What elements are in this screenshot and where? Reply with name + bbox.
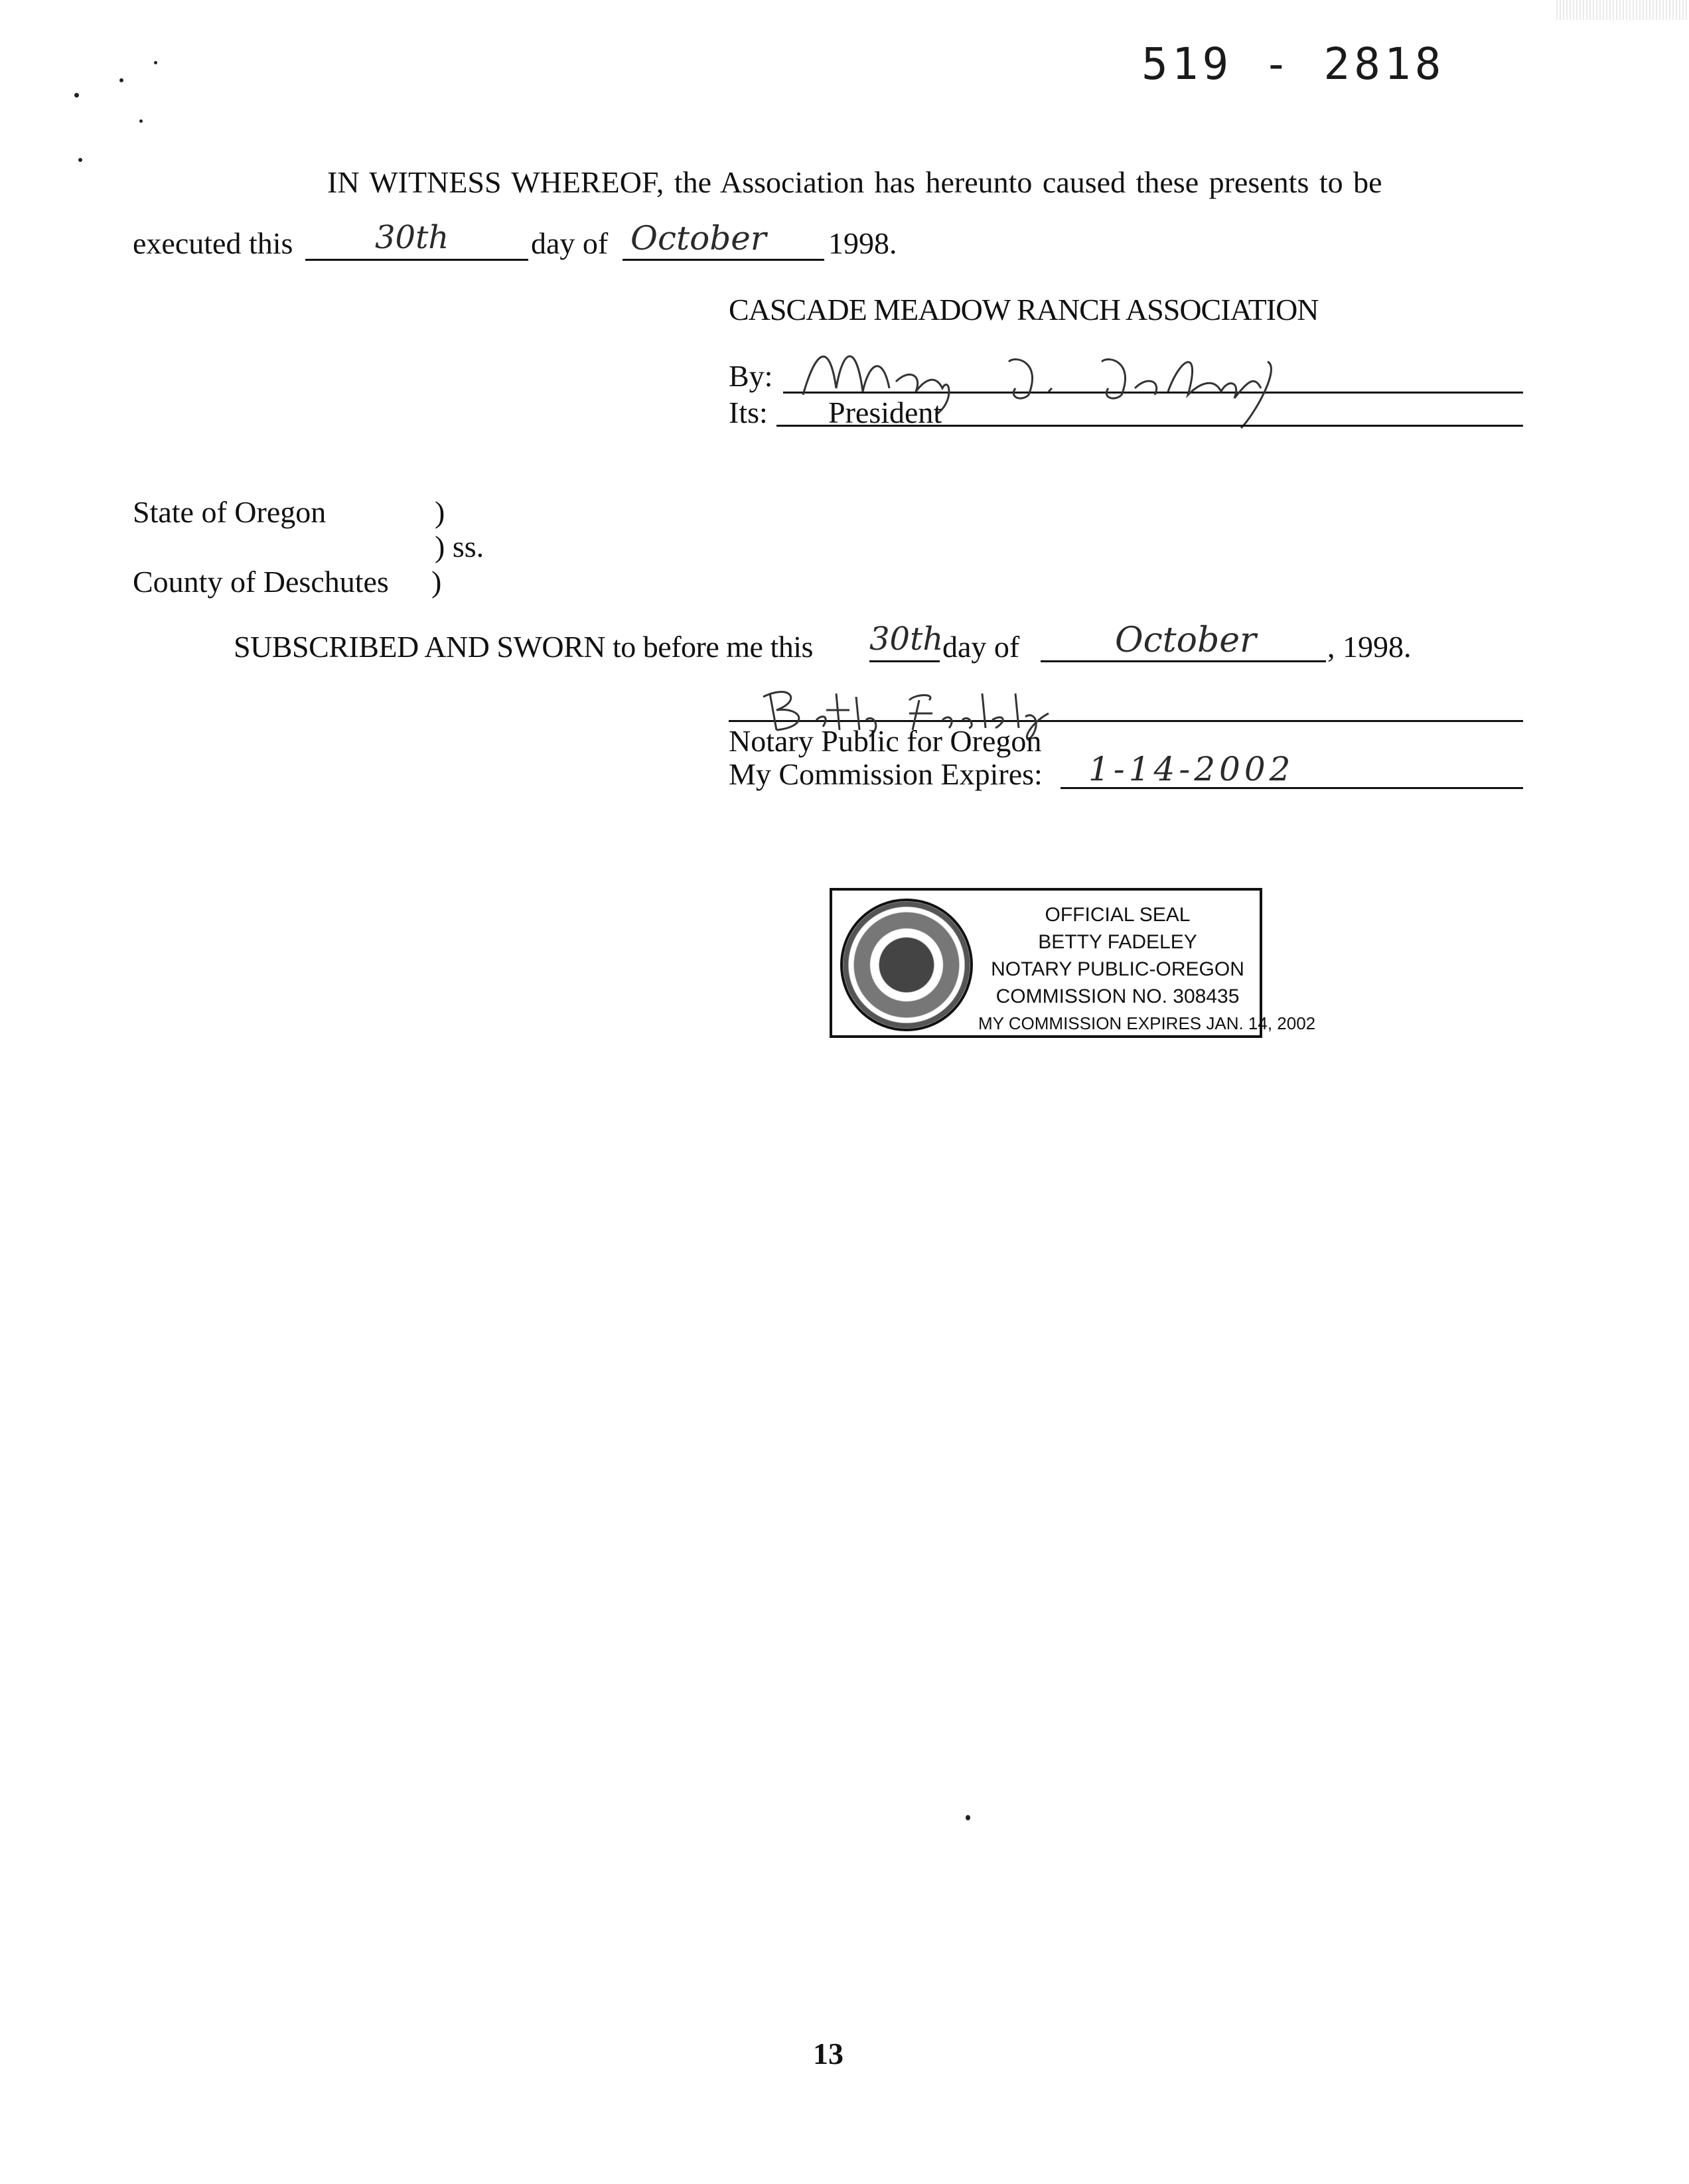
day-of-label: day of — [531, 226, 609, 260]
jurat-handwritten-month: October — [1115, 620, 1256, 660]
scan-speck — [154, 61, 157, 64]
scan-speck — [139, 119, 143, 123]
jurat-year: , 1998. — [1327, 630, 1412, 664]
state-seal-emblem — [840, 899, 973, 1031]
seal-line-expiry: MY COMMISSION EXPIRES JAN. 14, 2002 — [978, 1013, 1316, 1033]
venue-paren: ) — [431, 565, 442, 599]
scan-noise — [1556, 0, 1689, 20]
page-number: 13 — [813, 2037, 844, 2071]
commission-expires-label: My Commission Expires: — [729, 757, 1043, 791]
venue-ss: ) ss. — [435, 530, 484, 563]
notary-seal-stamp — [830, 888, 1316, 1038]
its-label: Its: — [729, 396, 768, 429]
witness-clause-line1: IN WITNESS WHEREOF, the Association has hereunto caused these presents to be — [327, 165, 1382, 199]
venue-paren: ) — [435, 495, 445, 529]
jurat-handwritten-day: 30th — [869, 620, 944, 658]
commission-expires-date: 1-14-2002 — [1088, 750, 1295, 788]
scan-speck — [74, 93, 79, 98]
year-text: 1998. — [828, 226, 897, 260]
seal-line-name: BETTY FADELEY — [1038, 931, 1197, 953]
scan-speck — [119, 78, 123, 82]
jurat-month-blank — [1041, 660, 1326, 662]
scan-speck — [966, 1815, 970, 1820]
jurat-day-blank — [869, 660, 940, 662]
day-blank — [305, 259, 528, 261]
notary-title: Notary Public for Oregon — [729, 724, 1042, 758]
association-name: CASCADE MEADOW RANCH ASSOCIATION — [729, 293, 1319, 327]
venue-county: County of Deschutes — [133, 565, 389, 599]
seal-line-title: NOTARY PUBLIC-OREGON — [991, 958, 1244, 980]
seal-line-commission: COMMISSION NO. 308435 — [995, 985, 1240, 1007]
month-blank — [623, 259, 824, 261]
jurat-day-of-label: day of — [942, 630, 1020, 664]
recording-number: 519 - 2818 — [1141, 38, 1445, 90]
executed-label: executed this — [133, 226, 293, 260]
its-title: President — [828, 396, 942, 429]
venue-state: State of Oregon — [133, 495, 327, 529]
jurat-text: SUBSCRIBED AND SWORN to before me this — [234, 630, 813, 664]
handwritten-day: 30th — [375, 219, 449, 256]
scan-speck — [78, 158, 82, 162]
by-label: By: — [729, 359, 773, 393]
seal-line-official: OFFICIAL SEAL — [1045, 904, 1191, 926]
handwritten-month: October — [630, 219, 767, 257]
